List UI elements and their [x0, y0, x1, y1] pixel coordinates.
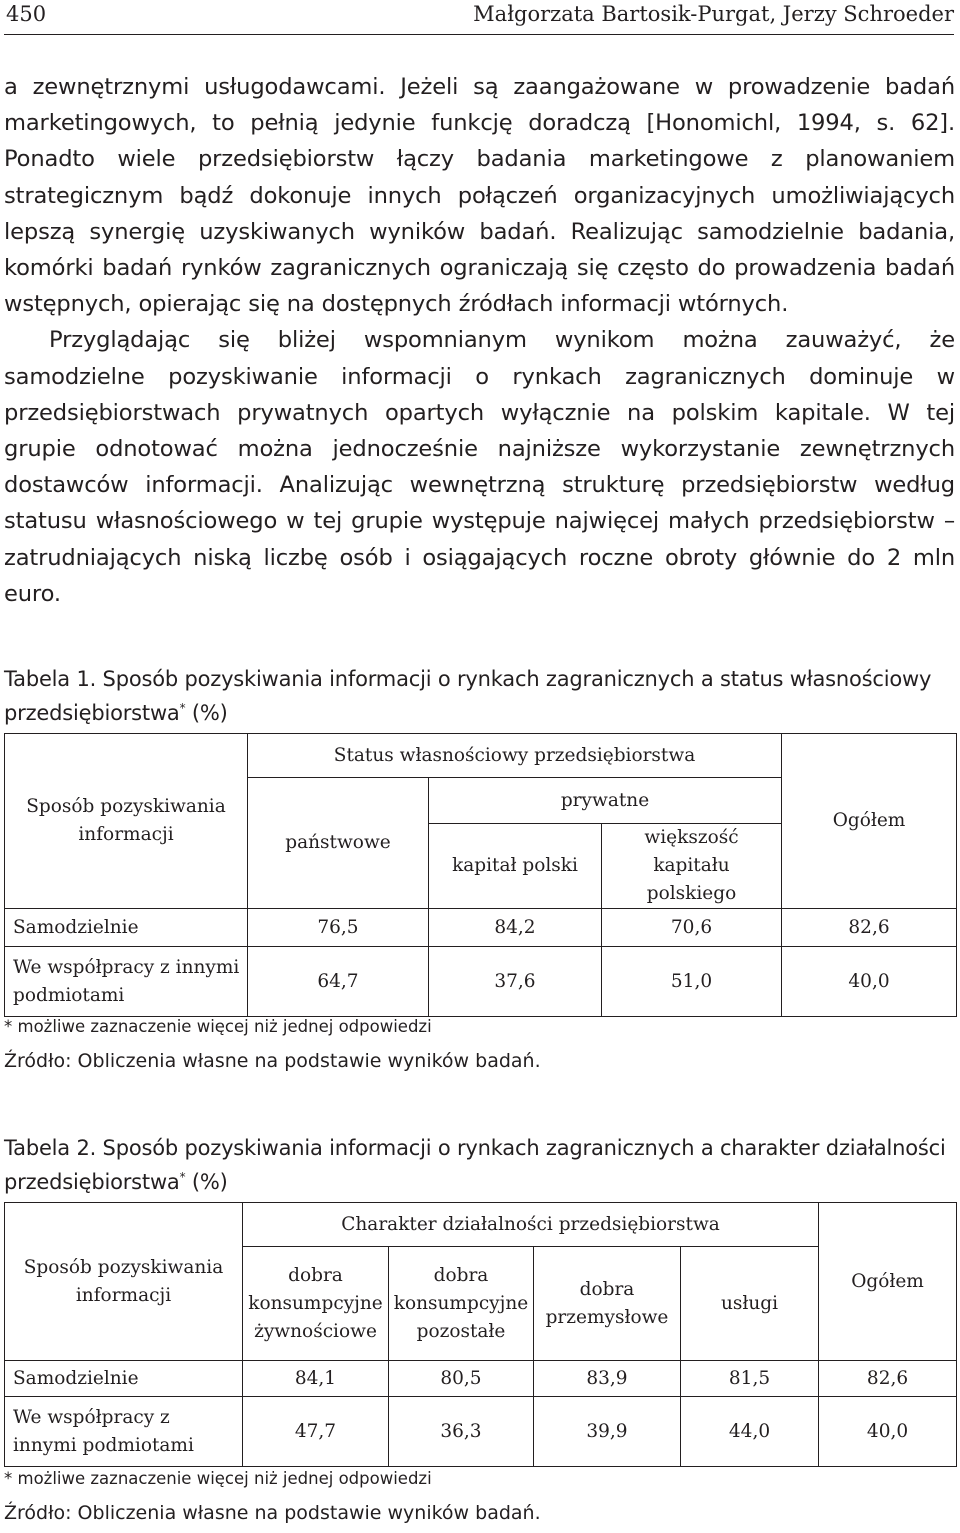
table-cell: 44,0 [681, 1397, 819, 1467]
table-2-footnote: * możliwe zaznaczenie więcej niż jednej odpowiedzi [4, 1469, 432, 1488]
table-1-header-total: Ogółem [782, 734, 957, 909]
table-1-header-private: prywatne [429, 778, 782, 824]
table-1-footnote: * możliwe zaznaczenie więcej niż jednej odpowiedzi [4, 1017, 432, 1036]
table-1-header-majority-polish: większość kapitału polskiego [602, 824, 782, 909]
table-2-header-industrial: dobra przemysłowe [534, 1247, 681, 1361]
table-2-header-total: Ogółem [819, 1203, 957, 1361]
table-row [5, 947, 957, 1017]
table-cell: 64,7 [248, 947, 429, 1017]
paragraph-1: a zewnętrznymi usługodawcami. Jeżeli są zaangażowane w prowadzenie badań marketingowych, to pełnią jedynie funkcję doradczą [Honomichl, 1994, s. 62]. Ponadto wiele przedsiębiorstw łączy badania marketingowe z planowaniem strategicznym bądź dokonuje innych połączeń organizacyjnych umożliwiających lepszą synergię uzyskiwanych wyników badań. Realizując samodzielnie badania, komórki badań rynków zagranicznych ograniczają się często do prowadzenia badań wstępnych, opierając się na dostępnych źródłach informacji wtórnych. [4, 74, 955, 318]
table-cell: 81,5 [681, 1361, 819, 1397]
table-2-caption-star: * [179, 1170, 186, 1184]
table-cell: 40,0 [819, 1397, 957, 1467]
table-1-source: Źródło: Obliczenia własne na podstawie wyników badań. [4, 1050, 541, 1072]
table-cell: 40,0 [782, 947, 957, 1017]
table-1-header-state: państwowe [248, 778, 429, 909]
table-1-caption-star: * [179, 701, 186, 715]
running-header-authors: Małgorzata Bartosik-Purgat, Jerzy Schroeder [473, 2, 954, 26]
body-text [4, 69, 955, 612]
table-cell: 51,0 [602, 947, 782, 1017]
table-cell: 82,6 [819, 1361, 957, 1397]
table-1-header-polish-capital: kapitał polski [429, 824, 602, 909]
table-cell: 36,3 [389, 1397, 534, 1467]
table-cell: 84,1 [243, 1361, 389, 1397]
table-1-row-label: We współpracy z innymi podmiotami [5, 947, 248, 1017]
table-cell: 39,9 [534, 1397, 681, 1467]
table-cell: 82,6 [782, 909, 957, 947]
table-2-caption-unit: (%) [185, 1170, 228, 1194]
table-1-row-label: Samodzielnie [5, 909, 248, 947]
table-cell: 83,9 [534, 1361, 681, 1397]
table-cell: 84,2 [429, 909, 602, 947]
paragraph-2: Przyglądając się bliżej wspomnianym wynikom można zauważyć, że samodzielne pozyskiwanie informacji o rynkach zagranicznych dominuje w przedsiębiorstwach prywatnych opartych wyłącznie na polskim kapitale. W tej grupie odnotować można jednocześnie najniższe wykorzystanie zewnętrznych dostawców informacji. Analizując wewnętrzną strukturę przedsiębiorstw według statusu własnościowego w tej grupie występuje najwięcej małych przedsiębiorstw – zatrudniających niską liczbę osób i osiągających roczne obroty głównie do 2 mln euro. [4, 327, 955, 607]
table-cell: 37,6 [429, 947, 602, 1017]
table-2-row-label: We współpracy z innymi podmiotami [5, 1397, 243, 1467]
page-number: 450 [6, 2, 47, 26]
table-1-caption [4, 665, 956, 728]
table-row [5, 909, 957, 947]
table-2-source: Źródło: Obliczenia własne na podstawie wyników badań. [4, 1502, 541, 1524]
table-1-caption-unit: (%) [185, 701, 228, 725]
table-2-header-food: dobra konsumpcyjne żywnościowe [243, 1247, 389, 1361]
table-row [5, 1361, 957, 1397]
table-cell: 80,5 [389, 1361, 534, 1397]
table-2-header-activity: Charakter działalności przedsiębiorstwa [243, 1203, 819, 1247]
table-2-header-method: Sposób pozyskiwania informacji [5, 1203, 243, 1361]
table-2-caption-text: Tabela 2. Sposób pozyskiwania informacji o rynkach zagranicznych a charakter działalności przedsiębiorstwa [4, 1136, 946, 1194]
table-cell: 70,6 [602, 909, 782, 947]
table-cell: 76,5 [248, 909, 429, 947]
table-1-header-method: Sposób pozyskiwania informacji [5, 734, 248, 909]
table-2 [4, 1202, 957, 1467]
table-2-header-other-consumer: dobra konsumpcyjne pozostałe [389, 1247, 534, 1361]
table-row [5, 1397, 957, 1467]
running-header [4, 0, 954, 35]
table-1-caption-text: Tabela 1. Sposób pozyskiwania informacji o rynkach zagranicznych a status własnościowy przedsiębiorstwa [4, 667, 932, 725]
table-1 [4, 733, 957, 1017]
table-2-caption [4, 1134, 956, 1197]
table-1-header-status: Status własnościowy przedsiębiorstwa [248, 734, 782, 778]
table-2-header-services: usługi [681, 1247, 819, 1361]
table-cell: 47,7 [243, 1397, 389, 1467]
table-2-row-label: Samodzielnie [5, 1361, 243, 1397]
